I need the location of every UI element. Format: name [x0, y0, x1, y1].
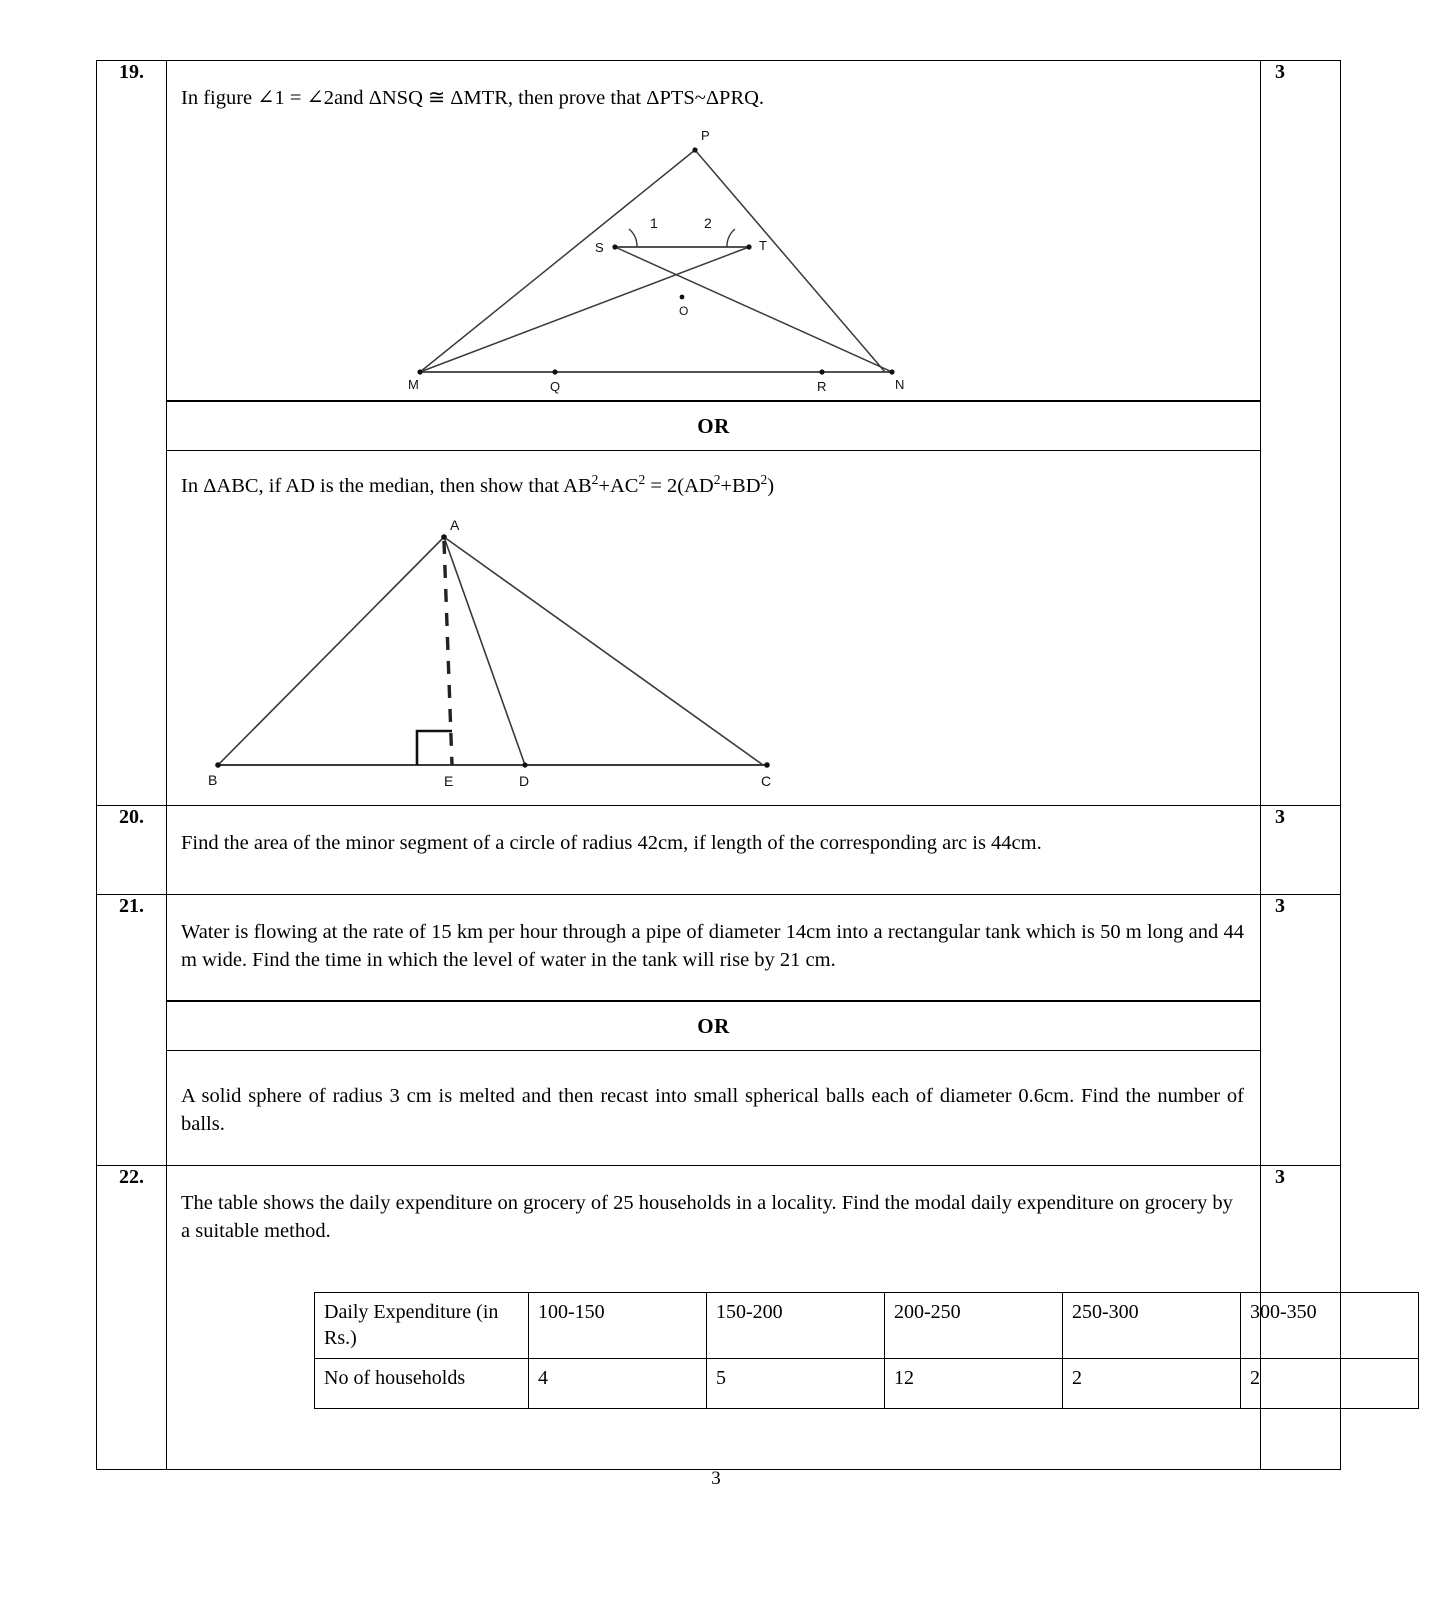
figure-label-d: D	[519, 772, 530, 789]
alt-text-1: In ΔABC, if AD is the median, then show that AB	[181, 474, 592, 497]
question-number-22: 22.	[97, 1166, 167, 1470]
table-row-q22	[97, 1166, 1341, 1470]
question-body-20	[167, 805, 1261, 894]
q19-text-mid: and	[333, 87, 369, 109]
table-row-q20	[97, 805, 1341, 894]
class-interval-cell: 100-150	[529, 1292, 707, 1358]
or-divider-row-q21	[167, 1001, 1260, 1051]
frequency-cell: 4	[529, 1358, 707, 1408]
triangle-pqr-figure	[167, 125, 1247, 395]
class-interval-cell: 200-250	[885, 1292, 1063, 1358]
table-row-q19	[97, 61, 1341, 806]
vertex-dot-n	[889, 369, 894, 374]
alt-sup-1: 2	[591, 472, 599, 488]
angle-arc-1	[629, 229, 637, 247]
vertex-dot-a	[441, 534, 447, 540]
expenditure-frequency-table	[314, 1292, 1419, 1409]
figure-label-b: B	[208, 771, 218, 788]
q22-bottom-spacer	[167, 1409, 1260, 1469]
q19-text-suffix: , then prove that ΔPTS~ΔPRQ.	[507, 87, 765, 109]
alt-text-5: )	[767, 474, 775, 497]
figure-label-r: R	[817, 378, 827, 394]
question-number-20: 20.	[97, 805, 167, 894]
figure-container-q19-alt	[167, 515, 1260, 805]
q21-alternate-row	[167, 1051, 1260, 1165]
q19-alternate-row	[167, 450, 1260, 804]
q19-congruence: ΔNSQ ≅ ΔMTR	[368, 87, 508, 109]
figure-label-angle-2: 2	[704, 214, 712, 231]
frequency-cell: 2	[1241, 1358, 1419, 1408]
vertex-dot-p	[692, 147, 697, 152]
q19-alternate-cell	[167, 450, 1260, 804]
q21-alternate-cell	[167, 1051, 1260, 1165]
figure-label-o: O	[679, 303, 689, 318]
alt-sup-2: 2	[638, 472, 646, 488]
question-19-statement	[167, 61, 1260, 125]
question-marks-21: 3	[1261, 894, 1341, 1166]
question-22-statement: The table shows the daily expenditure on grocery of 25 households in a locality. Find the modal daily expenditure on grocery by a suitable method.	[181, 1192, 1233, 1242]
q21-alternate-statement: A solid sphere of radius 3 cm is melted and then recast into small spherical balls each of diameter 0.6cm. Find the number of balls.	[181, 1085, 1244, 1136]
vertex-dot-r	[819, 369, 824, 374]
question-marks-19: 3	[1261, 61, 1341, 806]
questions-table	[96, 60, 1341, 1470]
page-number: 3	[711, 1468, 721, 1489]
figure-container-q19	[167, 125, 1260, 400]
question-marks-20: 3	[1261, 805, 1341, 894]
figure-label-c: C	[761, 772, 772, 789]
question-body-19	[167, 61, 1261, 806]
vertex-dot-t	[746, 244, 751, 249]
figure-label-p: P	[701, 127, 710, 143]
frequency-cell: 12	[885, 1358, 1063, 1408]
figure-label-m: M	[408, 376, 419, 392]
question-20-statement: Find the area of the minor segment of a circle of radius 42cm, if length of the corresponding arc is 44cm.	[181, 831, 1042, 854]
vertex-dot-b	[215, 762, 221, 768]
angle-arc-2	[727, 229, 735, 247]
or-divider-row-q19	[167, 401, 1260, 451]
table-row-classes	[315, 1292, 1419, 1358]
q21-or-subtable	[167, 1000, 1260, 1165]
figure-label-angle-1: 1	[650, 214, 658, 231]
class-interval-cell: 300-350	[1241, 1292, 1419, 1358]
question-marks-22: 3	[1261, 1166, 1341, 1470]
vertex-dot-c	[764, 762, 770, 768]
or-label-q19: OR	[167, 401, 1260, 451]
question-body-21	[167, 894, 1261, 1166]
question-body-22	[167, 1166, 1317, 1470]
triangle-abc-median-figure	[167, 515, 1247, 800]
vertex-dot-s	[612, 244, 617, 249]
figure-label-t: T	[759, 237, 767, 253]
vertex-dot-q	[552, 369, 557, 374]
right-angle-marker-at-e	[417, 731, 452, 765]
q19-alternate-statement	[167, 451, 1260, 515]
or-label-q21: OR	[167, 1001, 1260, 1051]
class-interval-cell: 250-300	[1063, 1292, 1241, 1358]
alt-text-4: +BD	[720, 474, 761, 497]
figure-label-e: E	[444, 772, 454, 789]
q19-angle-equality: ∠1 = ∠2	[257, 87, 334, 109]
alt-sup-3: 2	[713, 472, 721, 488]
class-interval-cell: 150-200	[707, 1292, 885, 1358]
figure-label-n: N	[895, 376, 905, 392]
vertex-dot-m	[417, 369, 422, 374]
alt-sup-4: 2	[760, 472, 768, 488]
table-row-frequencies	[315, 1358, 1419, 1408]
q19-text-prefix: In figure	[181, 87, 258, 109]
alt-text-2: +AC	[598, 474, 639, 497]
q19-or-subtable	[167, 400, 1260, 805]
frequency-cell: 2	[1063, 1358, 1241, 1408]
figure-label-q: Q	[550, 378, 561, 394]
alt-text-3: = 2(AD	[645, 474, 714, 497]
question-number-19: 19.	[97, 61, 167, 806]
question-21-statement: Water is flowing at the rate of 15 km per hour through a pipe of diameter 14cm into a rectangular tank which is 50 m long and 44 m wide. Find the time in which the level of water in the tank will rise by 21 cm.	[181, 920, 1244, 971]
vertex-dot-d	[522, 762, 527, 767]
row-header-daily-expenditure: Daily Expenditure (in Rs.)	[315, 1292, 529, 1358]
row-header-no-of-households: No of households	[315, 1358, 529, 1408]
question-number-21: 21.	[97, 894, 167, 1166]
vertex-dot-o	[680, 294, 685, 299]
table-row-q21	[97, 894, 1341, 1166]
figure-label-a: A	[450, 516, 460, 533]
figure-label-s: S	[595, 239, 604, 255]
frequency-cell: 5	[707, 1358, 885, 1408]
